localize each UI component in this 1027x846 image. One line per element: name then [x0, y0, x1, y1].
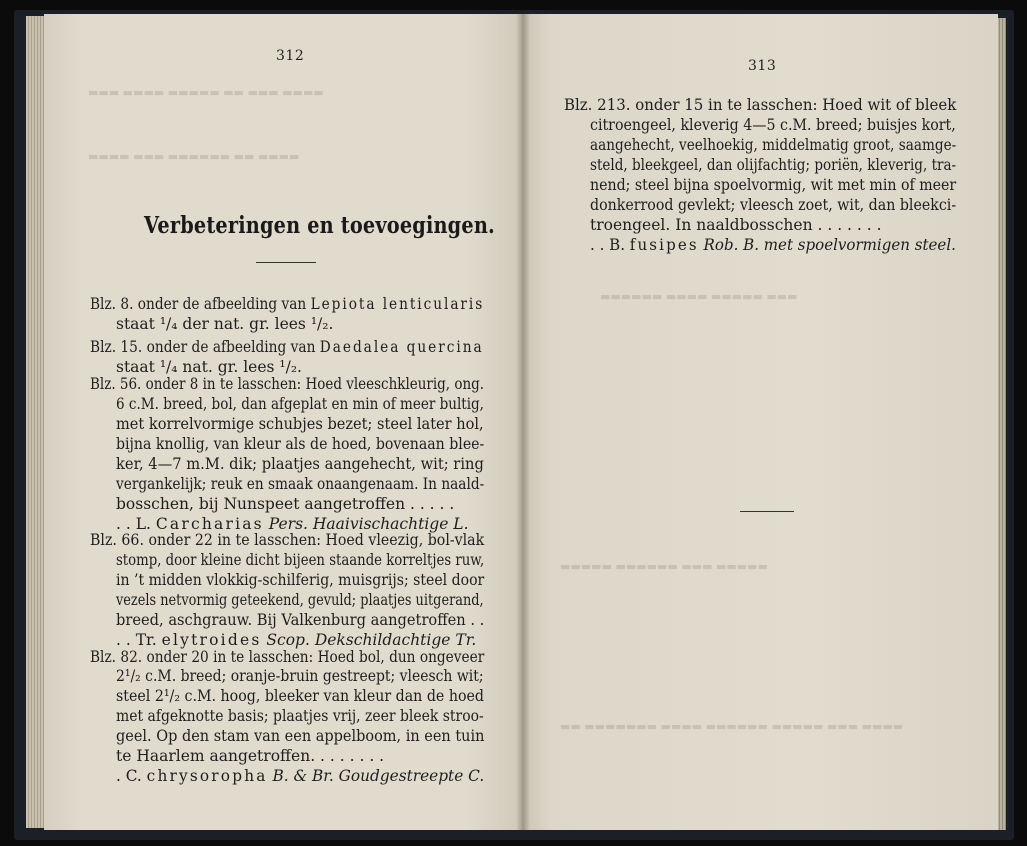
line-text: Blz. 213. onder 15 in te lasschen: Hoed wit of bleek: [564, 96, 957, 114]
bleed-through-text: ▬▬▬ ▬▬▬▬ ▬▬▬▬▬ ▬▬ ▬▬▬ ▬▬▬▬: [88, 86, 324, 99]
text-line: [90, 647, 484, 667]
line-text: ker, 4—7 m.M. dik; plaatjes aangehecht, wit; ring: [116, 455, 484, 473]
heading-divider: [256, 262, 316, 263]
bleed-through-text: ▬▬▬▬▬▬ ▬▬▬▬ ▬▬▬▬▬ ▬▬▬: [600, 290, 798, 303]
line-text: staat: [116, 315, 160, 333]
text-line: [590, 195, 956, 215]
line-text: bosschen, bij Nunspeet aangetroffen . . . . .: [116, 495, 455, 513]
text-line: [116, 394, 484, 414]
line-text: in ’t midden vlokkig-schilferig, muisgrijs; steel door: [116, 571, 485, 589]
author-and-common-name: B. & Br. Goudgestreepte C.: [267, 767, 485, 785]
text-line: [116, 570, 484, 590]
line-text: Blz. 82. onder 20 in te lasschen: Hoed bol, dun ongeveer: [90, 648, 485, 666]
line-text: te Haarlem aangetroffen. . . . . . . .: [116, 747, 385, 765]
author-and-common-name: Rob. B. met spoelvormigen steel.: [698, 236, 956, 254]
text-line: [116, 454, 484, 474]
species-name: Carcharias: [155, 515, 264, 533]
page-number-left: 312: [276, 48, 305, 64]
page-number-right: 313: [748, 58, 777, 74]
line-text: geel. Op den stam van een appelboom, in een tuin: [116, 727, 485, 745]
bleed-through-text: ▬▬ ▬▬▬▬▬▬▬ ▬▬▬▬ ▬▬▬▬▬▬ ▬▬▬▬▬ ▬▬▬ ▬▬▬▬: [560, 720, 904, 733]
author-and-common-name: Scop. Dekschildachtige Tr.: [261, 631, 477, 649]
line-text: . . Tr.: [116, 631, 162, 649]
text-line: [116, 686, 484, 706]
author-and-common-name: Pers. Haaivischachtige L.: [263, 515, 469, 533]
line-text: Blz. 15. onder de afbeelding van: [90, 338, 320, 356]
bleed-through-text: ▬▬▬▬ ▬▬▬ ▬▬▬▬▬▬ ▬▬ ▬▬▬▬: [88, 150, 300, 163]
text-line: [116, 746, 384, 766]
species-name: fusipes: [629, 236, 699, 254]
book-gutter: [516, 14, 530, 830]
line-text: staat: [116, 358, 160, 376]
line-text: nend; steel bijna spoelvormig, wit met min of meer: [590, 176, 957, 194]
line-text: nat. gr. lees ¹/₂.: [177, 358, 302, 376]
line-text: steel 2¹/₂ c.M. hoog, bleeker van kleur dan de hoed: [116, 687, 484, 705]
line-text: met afgeknotte basis; plaatjes vrij, zeer bleek stroo-: [116, 707, 484, 725]
line-text: Blz. 8. onder de afbeelding van: [90, 295, 311, 313]
line-text: aangehecht, veelhoekig, middelmatig groot, saamge-: [590, 136, 957, 154]
species-name: chrysoropha: [146, 767, 268, 785]
line-text: breed, aschgrauw. Bij Valkenburg aangetroffen . .: [116, 611, 485, 629]
text-line: [590, 155, 956, 175]
line-text: vezels netvormig geteekend, gevuld; plaatjes uitgerand,: [116, 591, 484, 609]
text-line: [564, 95, 956, 115]
text-line: [590, 135, 956, 155]
line-text: Blz. 66. onder 22 in te lasschen: Hoed vleezig, bol-vlak: [90, 531, 485, 549]
species-name: elytroides: [161, 631, 262, 649]
line-text: . . B.: [590, 236, 630, 254]
species-name: Lepiota lenticularis: [310, 295, 485, 313]
text-line: [116, 550, 484, 570]
text-line: [590, 215, 882, 235]
text-line: [590, 115, 956, 135]
line-text: donkerrood gevlekt; vleesch zoet, wit, dan bleekci-: [590, 196, 957, 214]
text-line: [116, 610, 484, 630]
fraction: ¹/₄: [159, 315, 178, 333]
line-text: met korrelvormige schubjes bezet; steel later hol,: [116, 415, 484, 433]
text-line: [116, 314, 333, 334]
line-text: Blz. 56. onder 8 in te lasschen: Hoed vleeschkleurig, ong.: [90, 375, 485, 393]
line-text: . . L.: [116, 515, 156, 533]
line-text: 2¹/₂ c.M. breed; oranje-bruin gestreept; vleesch wit;: [116, 667, 484, 685]
bleed-through-text: ▬▬▬▬▬ ▬▬▬▬▬▬ ▬▬▬ ▬▬▬▬▬: [560, 560, 768, 573]
text-line: [116, 494, 454, 514]
text-line: [116, 666, 484, 686]
line-text: citroengeel, kleverig 4—5 c.M. breed; buisjes kort,: [590, 116, 956, 134]
text-line: [90, 530, 484, 550]
text-line: [90, 294, 484, 314]
text-line: [116, 414, 484, 434]
end-divider: [740, 511, 794, 512]
line-text: troengeel. In naaldbosschen . . . . . . .: [590, 216, 882, 234]
line-text: stomp, door kleine dicht bijeen staande korreltjes ruw,: [116, 551, 485, 569]
line-text: . C.: [116, 767, 147, 785]
line-text: 6 c.M. breed, bol, dan afgeplat en min of meer bultig,: [116, 395, 484, 413]
text-line: [90, 374, 484, 394]
section-heading: Verbeteringen en toevoegingen.: [144, 212, 495, 239]
line-text: bijna knollig, van kleur als de hoed, bovenaan blee-: [116, 435, 485, 453]
text-line: [116, 474, 484, 494]
text-line: [90, 337, 484, 357]
text-line: [116, 726, 484, 746]
text-line: [590, 175, 956, 195]
text-line: [116, 434, 484, 454]
species-name: Daedalea quercina: [319, 338, 484, 356]
text-line: [590, 235, 956, 255]
line-text: vergankelijk; reuk en smaak onaangenaam. In naald-: [116, 475, 485, 493]
line-text: steld, bleekgeel, dan olijfachtig; poriën, kleverig, tra-: [590, 156, 957, 174]
fraction: ¹/₄: [159, 358, 178, 376]
text-line: [116, 766, 484, 786]
line-text: der nat. gr. lees ¹/₂.: [177, 315, 334, 333]
text-line: [116, 590, 484, 610]
text-line: [116, 706, 484, 726]
